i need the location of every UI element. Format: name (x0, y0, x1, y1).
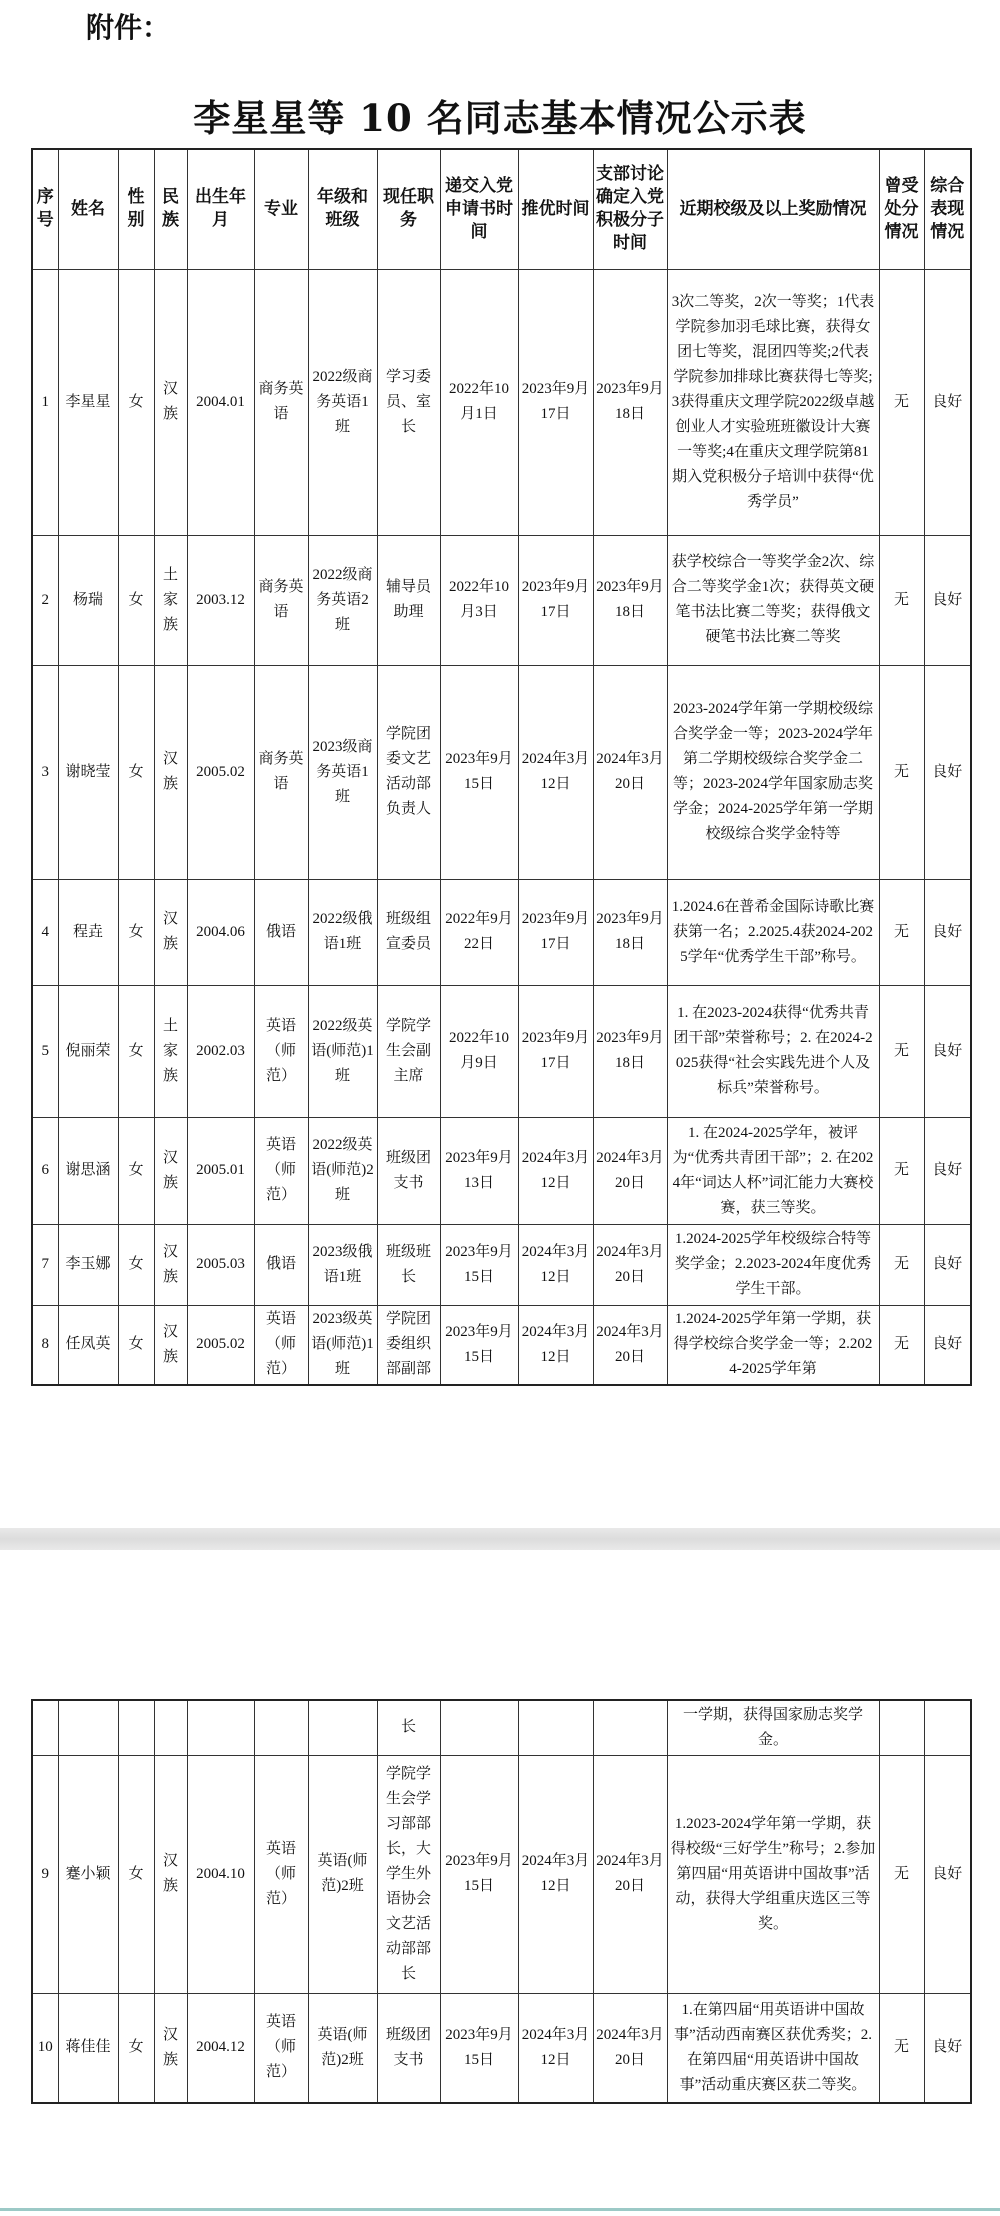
header-awards: 近期校级及以上奖励情况 (667, 149, 879, 269)
cell-awards: 一学期，获得国家励志奖学金。 (667, 1700, 879, 1755)
cell-major: 商务英语 (254, 535, 308, 665)
cell-recommend-date: 2023年9月17日 (518, 879, 593, 985)
cell-performance: 良好 (924, 1305, 971, 1385)
cell-name: 谢思涵 (58, 1117, 118, 1224)
cell-class: 2022级商务英语2班 (308, 535, 377, 665)
header-class: 年级和班级 (308, 149, 377, 269)
cell-class: 2023级俄语1班 (308, 1224, 377, 1305)
cell-discipline: 无 (879, 665, 924, 879)
cell-recommend-date (518, 1700, 593, 1755)
cell-seq: 9 (32, 1755, 58, 1993)
cell-ethnicity: 汉族 (154, 1305, 187, 1385)
cell-name: 杨瑞 (58, 535, 118, 665)
cell-seq: 7 (32, 1224, 58, 1305)
header-discipline: 曾受处分情况 (879, 149, 924, 269)
cell-birth: 2004.01 (187, 269, 254, 535)
cell-birth: 2003.12 (187, 535, 254, 665)
cell-performance: 良好 (924, 985, 971, 1117)
cell-discipline: 无 (879, 1305, 924, 1385)
info-table-page-1 (31, 148, 972, 1386)
cell-birth: 2005.02 (187, 1305, 254, 1385)
header-seq: 序号 (32, 149, 58, 269)
header-performance: 综合表现情况 (924, 149, 971, 269)
cell-position: 班级团支书 (377, 1993, 440, 2103)
cell-performance: 良好 (924, 269, 971, 535)
cell-application-date: 2022年10月9日 (440, 985, 518, 1117)
cell-performance: 良好 (924, 879, 971, 985)
cell-position: 学院学生会学习部部长，大学生外语协会文艺活动部部长 (377, 1755, 440, 1993)
attachment-label: 附件： (86, 11, 171, 44)
cell-activist-date: 2024年3月20日 (593, 1305, 667, 1385)
cell-major: 俄语 (254, 879, 308, 985)
cell-name: 李星星 (58, 269, 118, 535)
cell-activist-date: 2024年3月20日 (593, 1755, 667, 1993)
table-row (32, 1305, 971, 1385)
cell-birth: 2005.03 (187, 1224, 254, 1305)
cell-major (254, 1700, 308, 1755)
cell-class: 2022级英语(师范)2班 (308, 1117, 377, 1224)
cell-application-date: 2022年10月3日 (440, 535, 518, 665)
cell-performance: 良好 (924, 1755, 971, 1993)
cell-application-date: 2023年9月15日 (440, 1305, 518, 1385)
cell-application-date: 2022年10月1日 (440, 269, 518, 535)
cell-discipline: 无 (879, 1117, 924, 1224)
cell-discipline: 无 (879, 1755, 924, 1993)
info-table-page-2 (31, 1699, 972, 2104)
cell-activist-date: 2023年9月18日 (593, 879, 667, 985)
page-separator (0, 1528, 1000, 1550)
cell-performance: 良好 (924, 535, 971, 665)
cell-class: 英语(师范)2班 (308, 1755, 377, 1993)
cell-name: 倪丽荣 (58, 985, 118, 1117)
cell-application-date (440, 1700, 518, 1755)
cell-class: 英语(师范)2班 (308, 1993, 377, 2103)
cell-position: 长 (377, 1700, 440, 1755)
cell-awards: 3次二等奖，2次一等奖；1代表学院参加羽毛球比赛，获得女团七等奖，混团四等奖;2代表学院参加排球比赛获得七等奖;3获得重庆文理学院2022级卓越创业人才实验班班徽设计大赛一等奖;4在重庆文理学院第81期入党积极分子培训中获得“优秀学员” (667, 269, 879, 535)
header-activist-date: 支部讨论确定入党积极分子时间 (593, 149, 667, 269)
cell-birth: 2004.12 (187, 1993, 254, 2103)
table-row (32, 665, 971, 879)
cell-major: 英语（师范） (254, 1993, 308, 2103)
table-row (32, 1755, 971, 1993)
table-row (32, 879, 971, 985)
cell-gender: 女 (118, 535, 154, 665)
cell-recommend-date: 2023年9月17日 (518, 535, 593, 665)
cell-major: 商务英语 (254, 665, 308, 879)
cell-name (58, 1700, 118, 1755)
cell-discipline (879, 1700, 924, 1755)
table-row (32, 1117, 971, 1224)
cell-application-date: 2023年9月15日 (440, 665, 518, 879)
cell-name: 任凤英 (58, 1305, 118, 1385)
cell-ethnicity: 汉族 (154, 665, 187, 879)
cell-gender: 女 (118, 1224, 154, 1305)
cell-gender: 女 (118, 1305, 154, 1385)
cell-birth: 2005.01 (187, 1117, 254, 1224)
cell-activist-date: 2024年3月20日 (593, 665, 667, 879)
cell-class (308, 1700, 377, 1755)
page-title: 李星星等 10 名同志基本情况公示表 (193, 96, 807, 140)
cell-seq: 8 (32, 1305, 58, 1385)
cell-name: 蒋佳佳 (58, 1993, 118, 2103)
cell-gender: 女 (118, 1993, 154, 2103)
cell-recommend-date: 2024年3月12日 (518, 1993, 593, 2103)
cell-position: 辅导员助理 (377, 535, 440, 665)
cell-activist-date: 2023年9月18日 (593, 985, 667, 1117)
cell-position: 班级组宣委员 (377, 879, 440, 985)
cell-ethnicity: 汉族 (154, 1117, 187, 1224)
cell-activist-date: 2023年9月18日 (593, 535, 667, 665)
cell-class: 2023级英语(师范)1班 (308, 1305, 377, 1385)
cell-performance: 良好 (924, 1224, 971, 1305)
cell-position: 学习委员、室长 (377, 269, 440, 535)
cell-gender: 女 (118, 665, 154, 879)
cell-seq: 10 (32, 1993, 58, 2103)
cell-name: 谢晓莹 (58, 665, 118, 879)
cell-birth: 2005.02 (187, 665, 254, 879)
cell-position: 学院团委文艺活动部负责人 (377, 665, 440, 879)
cell-discipline: 无 (879, 879, 924, 985)
cell-birth: 2004.10 (187, 1755, 254, 1993)
header-recommend-date: 推优时间 (518, 149, 593, 269)
cell-gender: 女 (118, 879, 154, 985)
cell-gender: 女 (118, 1755, 154, 1993)
table-row (32, 535, 971, 665)
cell-name: 程垚 (58, 879, 118, 985)
cell-seq: 4 (32, 879, 58, 985)
cell-awards: 1.在第四届“用英语讲中国故事”活动西南赛区获优秀奖；2.在第四届“用英语讲中国故事”活动重庆赛区获二等奖。 (667, 1993, 879, 2103)
cell-awards: 1.2024.6在普希金国际诗歌比赛获第一名；2.2025.4获2024-2025学年“优秀学生干部”称号。 (667, 879, 879, 985)
bottom-edge (0, 2208, 1000, 2211)
cell-awards: 1. 在2023-2024获得“优秀共青团干部”荣誉称号；2. 在2024-2025获得“社会实践先进个人及标兵”荣誉称号。 (667, 985, 879, 1117)
cell-ethnicity: 土家族 (154, 985, 187, 1117)
cell-seq: 5 (32, 985, 58, 1117)
table-row (32, 1993, 971, 2103)
cell-performance: 良好 (924, 665, 971, 879)
cell-major: 英语（师范） (254, 1117, 308, 1224)
cell-birth (187, 1700, 254, 1755)
cell-recommend-date: 2024年3月12日 (518, 1305, 593, 1385)
cell-gender: 女 (118, 985, 154, 1117)
cell-birth: 2002.03 (187, 985, 254, 1117)
header-ethnicity: 民族 (154, 149, 187, 269)
cell-position: 学院学生会副主席 (377, 985, 440, 1117)
cell-ethnicity: 汉族 (154, 1993, 187, 2103)
cell-position: 班级团支书 (377, 1117, 440, 1224)
cell-seq: 1 (32, 269, 58, 535)
cell-discipline: 无 (879, 535, 924, 665)
cell-application-date: 2023年9月13日 (440, 1117, 518, 1224)
cell-major: 英语（师范） (254, 985, 308, 1117)
cell-birth: 2004.06 (187, 879, 254, 985)
cell-performance: 良好 (924, 1117, 971, 1224)
cell-awards: 1.2024-2025学年第一学期，获得学校综合奖学金一等；2.2024-2025学年第 (667, 1305, 879, 1385)
cell-class: 2023级商务英语1班 (308, 665, 377, 879)
cell-class: 2022级俄语1班 (308, 879, 377, 985)
cell-discipline: 无 (879, 1224, 924, 1305)
cell-discipline: 无 (879, 1993, 924, 2103)
cell-application-date: 2023年9月15日 (440, 1755, 518, 1993)
table-row (32, 1700, 971, 1755)
table-header-row (32, 149, 971, 269)
cell-awards: 1.2023-2024学年第一学期，获得校级“三好学生”称号；2.参加第四届“用英语讲中国故事”活动，获得大学组重庆选区三等奖。 (667, 1755, 879, 1993)
cell-ethnicity: 汉族 (154, 269, 187, 535)
table-row (32, 1224, 971, 1305)
cell-activist-date: 2023年9月18日 (593, 269, 667, 535)
cell-major: 俄语 (254, 1224, 308, 1305)
cell-ethnicity: 汉族 (154, 1224, 187, 1305)
cell-name: 蹇小颖 (58, 1755, 118, 1993)
cell-class: 2022级商务英语1班 (308, 269, 377, 535)
cell-gender (118, 1700, 154, 1755)
cell-position: 班级班长 (377, 1224, 440, 1305)
header-application-date: 递交入党申请书时间 (440, 149, 518, 269)
cell-performance: 良好 (924, 1993, 971, 2103)
cell-activist-date: 2024年3月20日 (593, 1993, 667, 2103)
cell-seq: 6 (32, 1117, 58, 1224)
cell-activist-date: 2024年3月20日 (593, 1224, 667, 1305)
cell-awards: 1.2024-2025学年校级综合特等奖学金；2.2023-2024年度优秀学生干部。 (667, 1224, 879, 1305)
table-row (32, 269, 971, 535)
cell-position: 学院团委组织部副部 (377, 1305, 440, 1385)
cell-major: 英语（师范） (254, 1755, 308, 1993)
cell-awards: 2023-2024学年第一学期校级综合奖学金一等；2023-2024学年第二学期校级综合奖学金二等；2023-2024学年国家励志奖学金；2024-2025学年第一学期校级综合奖学金特等 (667, 665, 879, 879)
cell-seq (32, 1700, 58, 1755)
cell-awards: 1. 在2024-2025学年，被评为“优秀共青团干部”；2. 在2024年“词达人杯”词汇能力大赛校赛，获三等奖。 (667, 1117, 879, 1224)
cell-name: 李玉娜 (58, 1224, 118, 1305)
cell-application-date: 2023年9月15日 (440, 1224, 518, 1305)
cell-gender: 女 (118, 1117, 154, 1224)
cell-performance (924, 1700, 971, 1755)
cell-recommend-date: 2024年3月12日 (518, 1117, 593, 1224)
cell-application-date: 2023年9月15日 (440, 1993, 518, 2103)
cell-awards: 获学校综合一等奖学金2次、综合二等奖学金1次；获得英文硬笔书法比赛二等奖；获得俄文硬笔书法比赛二等奖 (667, 535, 879, 665)
cell-ethnicity: 汉族 (154, 1755, 187, 1993)
header-birth: 出生年月 (187, 149, 254, 269)
cell-ethnicity (154, 1700, 187, 1755)
cell-activist-date: 2024年3月20日 (593, 1117, 667, 1224)
cell-recommend-date: 2023年9月17日 (518, 985, 593, 1117)
cell-recommend-date: 2024年3月12日 (518, 1755, 593, 1993)
header-position: 现任职务 (377, 149, 440, 269)
header-gender: 性别 (118, 149, 154, 269)
cell-seq: 2 (32, 535, 58, 665)
cell-ethnicity: 土家族 (154, 535, 187, 665)
cell-discipline: 无 (879, 985, 924, 1117)
cell-recommend-date: 2023年9月17日 (518, 269, 593, 535)
cell-recommend-date: 2024年3月12日 (518, 1224, 593, 1305)
table-row (32, 985, 971, 1117)
cell-major: 英语（师范） (254, 1305, 308, 1385)
cell-seq: 3 (32, 665, 58, 879)
cell-class: 2022级英语(师范)1班 (308, 985, 377, 1117)
header-major: 专业 (254, 149, 308, 269)
cell-major: 商务英语 (254, 269, 308, 535)
cell-recommend-date: 2024年3月12日 (518, 665, 593, 879)
cell-ethnicity: 汉族 (154, 879, 187, 985)
cell-application-date: 2022年9月22日 (440, 879, 518, 985)
cell-discipline: 无 (879, 269, 924, 535)
cell-activist-date (593, 1700, 667, 1755)
cell-gender: 女 (118, 269, 154, 535)
header-name: 姓名 (58, 149, 118, 269)
